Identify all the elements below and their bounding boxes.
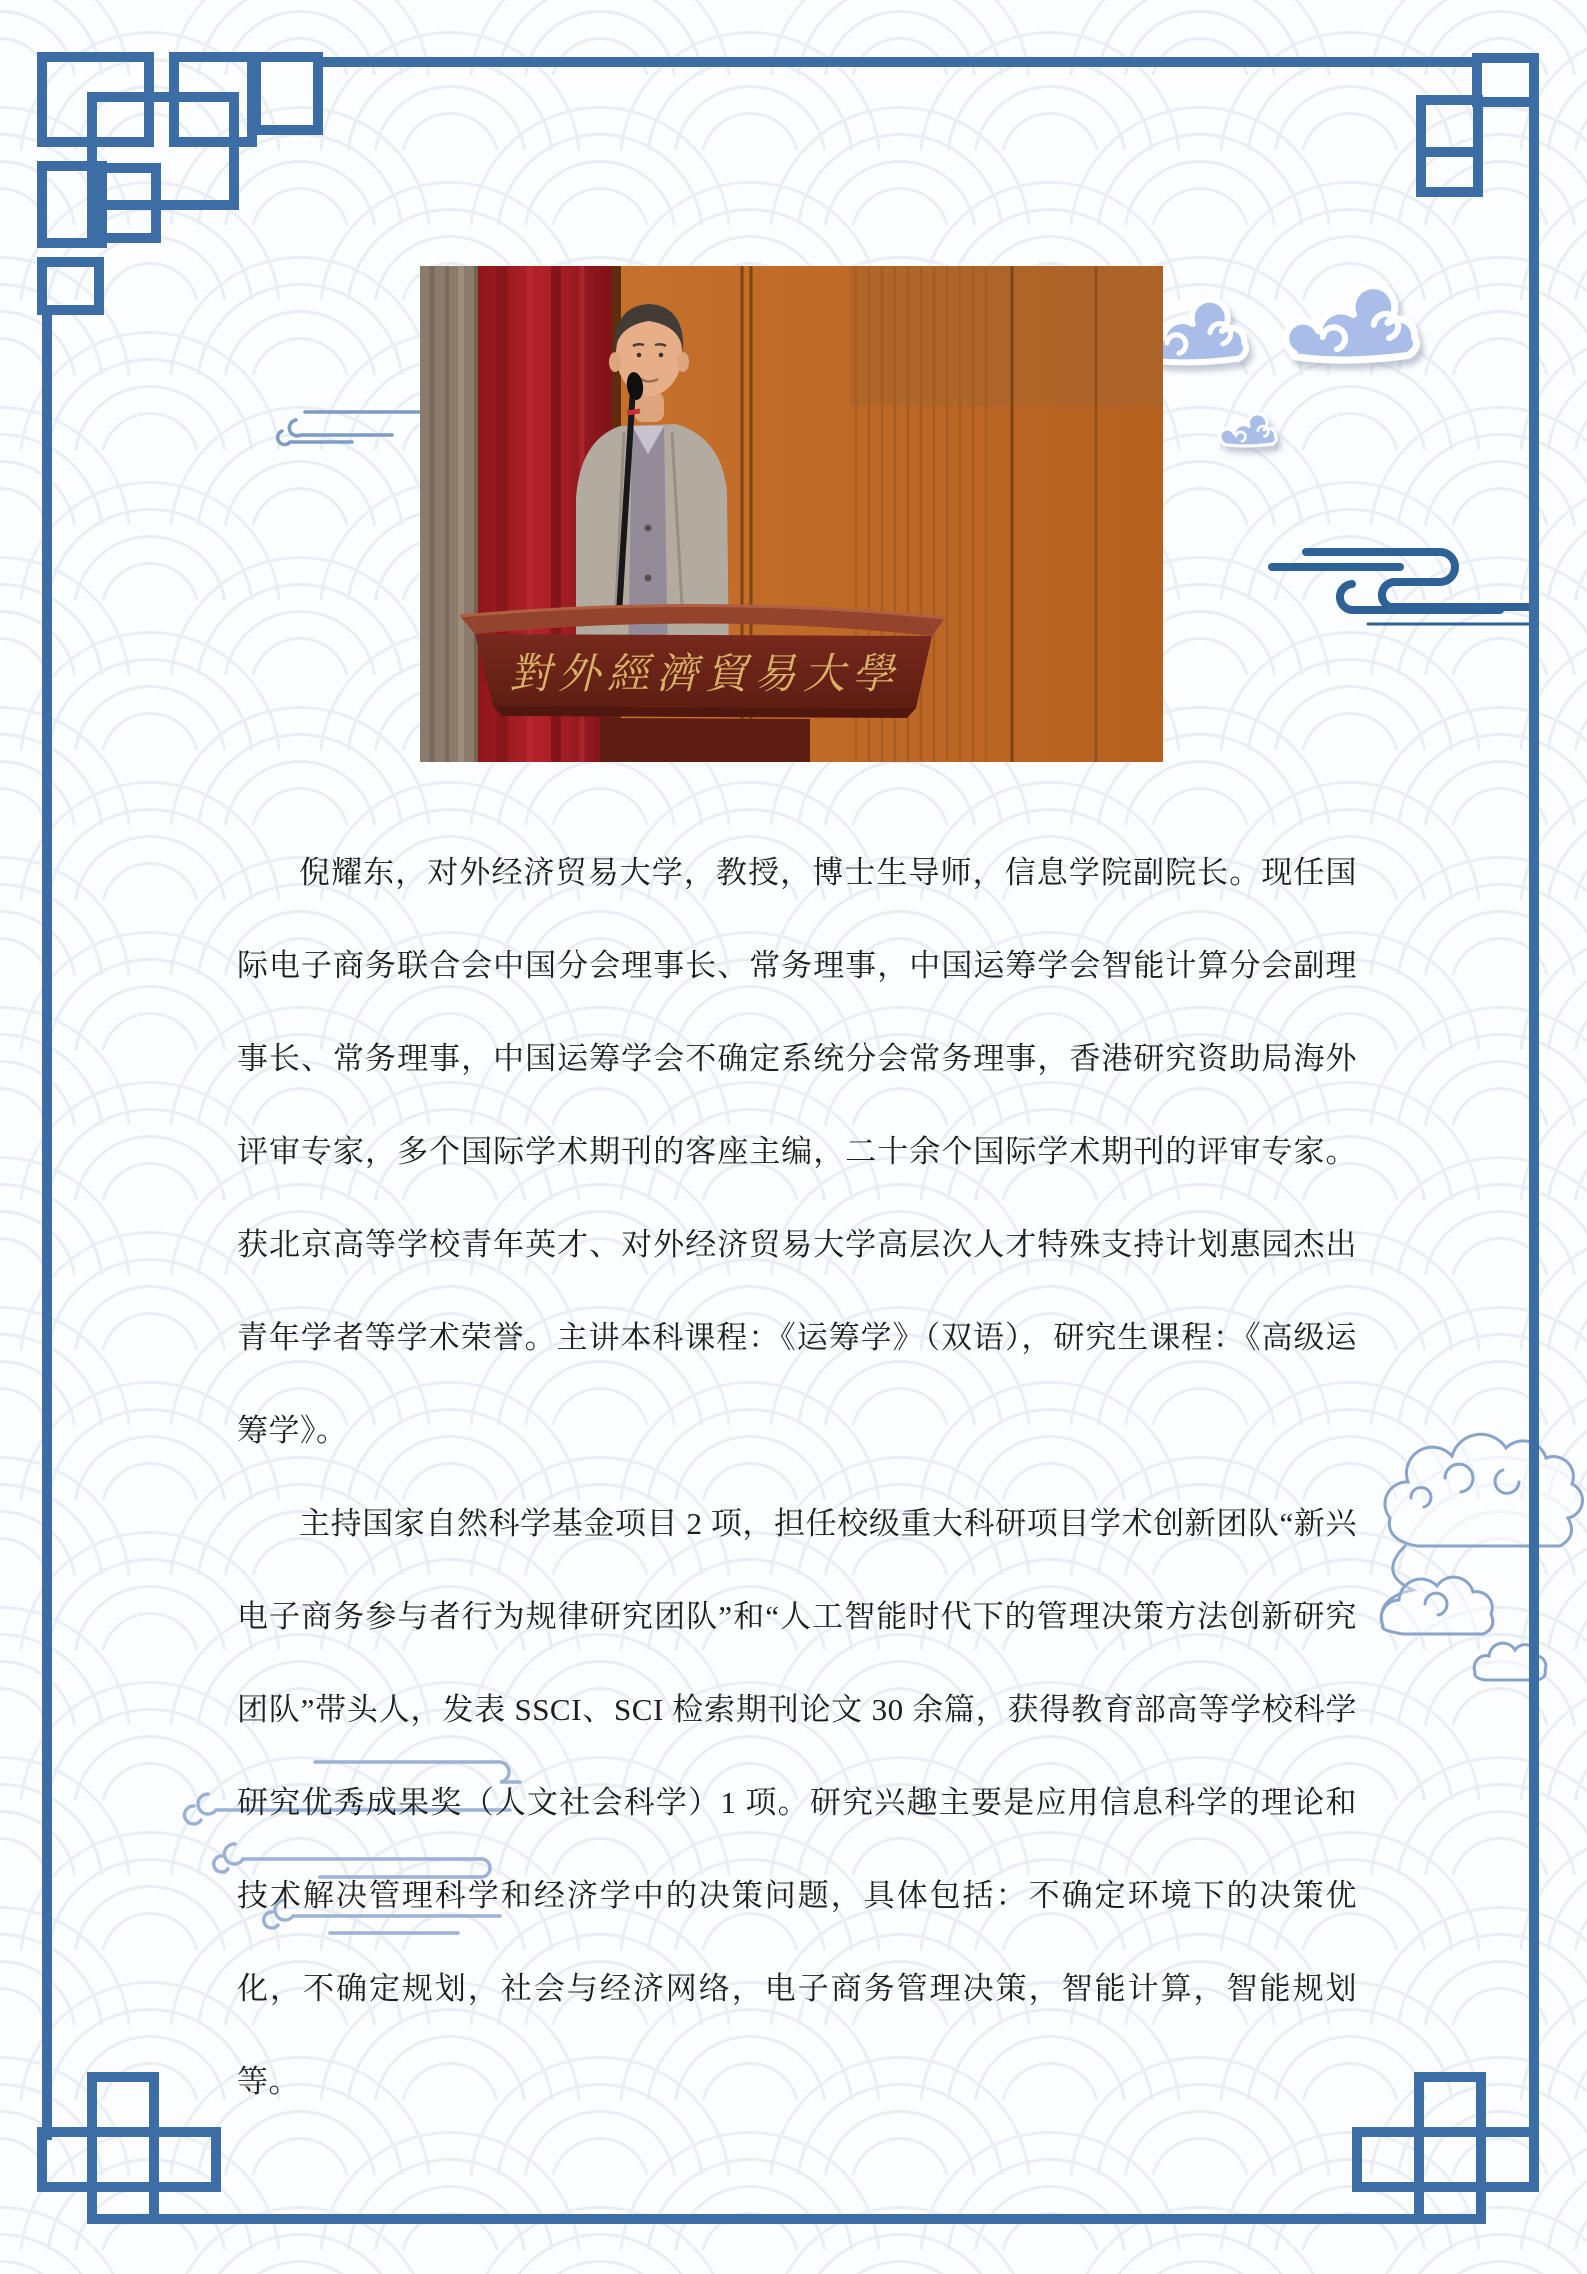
bio-paragraph-2: 主持国家自然科学基金项目 2 项，担任校级重大科研项目学术创新团队“新兴电子商务参与者行为规律研究团队”和“人工智能时代下的管理决策方法创新研究团队”带头人，发表 SSCI、SCI 检索期刊论文 30 余篇，获得教育部高等学校科学研究优秀成果奖（人文社会科学）1 项。研究兴趣主要是应用信息科学的理论和技术解决管理科学和经济学中的决策问题，具体包括：不确定环境下的决策优化，不确定规划，社会与经济网络，电子商务管理决策，智能计算，智能规划等。: [237, 1506, 1357, 2099]
speaker-photo: [420, 266, 1163, 762]
photo-curtain-taupe: [420, 266, 486, 762]
biography-text: [237, 826, 1357, 2128]
bio-paragraph-1: 倪耀东，对外经济贸易大学，教授，博士生导师，信息学院副院长。现任国际电子商务联合会中国分会理事长、常务理事，中国运筹学会智能计算分会副理事长、常务理事，中国运筹学会不确定系统分会常务理事，香港研究资助局海外评审专家，多个国际学术期刊的客座主编，二十余个国际学术期刊的评审专家。获北京高等学校青年英才、对外经济贸易大学高层次人才特殊支持计划惠园杰出青年学者等学术荣誉。主讲本科课程：《运筹学》（双语），研究生课程：《高级运筹学》。: [237, 855, 1357, 1448]
podium-label: 對外經濟貿易大學: [508, 652, 902, 698]
